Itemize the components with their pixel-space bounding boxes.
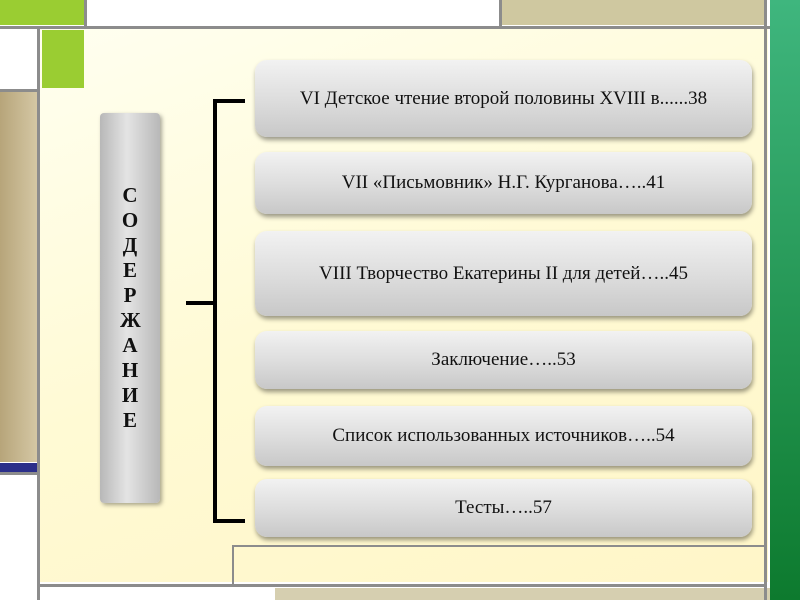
toc-item-chapter-7[interactable] [255,152,752,214]
deco-top-green-block [0,0,84,25]
toc-item-label: VI Детское чтение второй половины XVIII в......38 [299,87,708,109]
frame-line [232,545,767,547]
frame-line [37,584,767,587]
frame-line [84,0,87,29]
toc-item-tests[interactable] [255,479,752,537]
deco-bottom-khaki-block [275,588,770,600]
deco-left-green-block [42,30,84,88]
frame-line [37,26,40,600]
frame-line [0,472,40,475]
toc-item-chapter-6[interactable] [255,60,752,137]
deco-right-teal-block [770,0,800,600]
deco-left-tan-block [0,92,37,462]
toc-item-label: VII «Письмовник» Н.Г. Курганова…..41 [341,172,666,193]
bracket-stem [186,301,213,305]
frame-line [499,0,502,29]
frame-line [764,0,767,600]
frame-line [232,545,234,585]
bracket-connector [213,99,245,523]
toc-item-conclusion[interactable] [255,331,752,389]
toc-item-label: Заключение…..53 [431,349,576,370]
toc-item-chapter-8[interactable] [255,231,752,316]
frame-line [0,89,40,92]
toc-item-sources[interactable] [255,406,752,466]
section-title: СОДЕРЖАНИЕ [120,183,141,432]
toc-item-label: VIII Творчество Екатерины II для детей…..45 [319,262,688,284]
toc-item-label: Список использованных источников…..54 [332,425,675,446]
section-title-box [100,113,160,503]
deco-top-khaki-block [502,0,764,25]
toc-item-label: Тесты…..57 [455,497,552,518]
frame-line [0,26,770,29]
